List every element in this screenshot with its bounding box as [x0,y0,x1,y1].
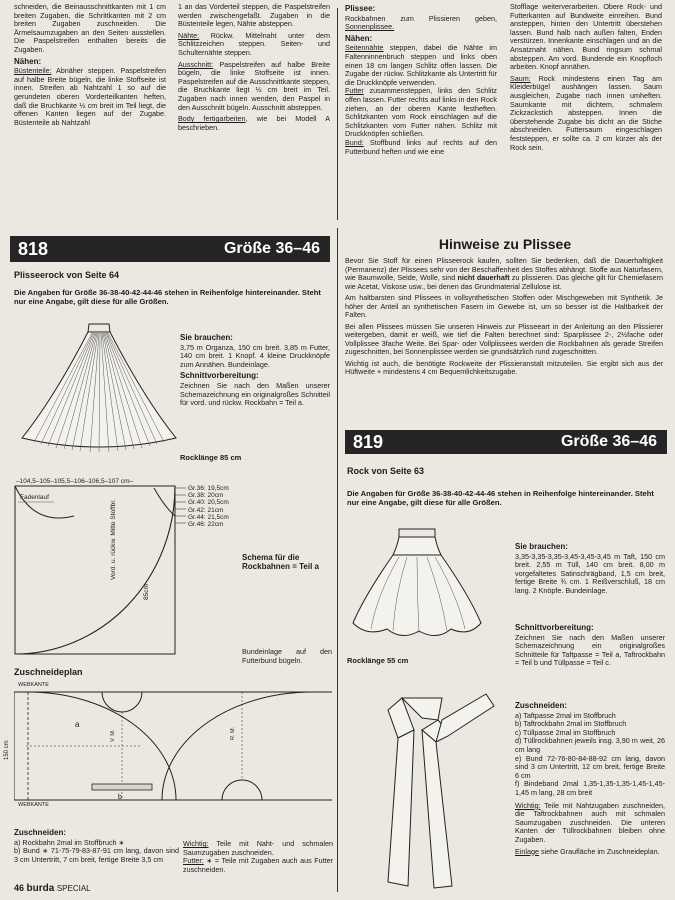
model-819-need-text: 3,35-3,35-3,35-3,45-3,45-3,45 m Taft, 150 cm breit. 2,55 m Tüll, 140 cm breit. 8,00 m vorgefaltetes Satinschrägband, 1,5 cm breit, fertige Breite ¾ cm. 1 Reißverschluß, 18 cm lang. 2 Knöpfe. Bundeinlage. [515,551,665,595]
model-818-wichtig [183,840,333,877]
model-819-title: Rock von Seite 63 [347,466,425,476]
schema-818-vertical-label: Vord. u. rückw. Mitte Stoffbr. [110,499,117,580]
col2-text: 1 an das Vorderteil steppen, die Paspelstreifen werden zwischengefaßt. Zugaben in die Büstenteile legen, Nähte absteppen. [178,2,330,29]
model-819-cut [515,700,665,859]
plan-part-a: a [75,720,80,729]
col3-heading: Nähen: [345,33,373,43]
plan-webkante-top: WEBKANTE [18,682,49,688]
hinweise-p4: Wichtig ist auch, die benötigte Rockweite der Plissieranstalt mitzuteilen. Sie ergibt sich aus der Hüftweite + mindestens 4 cm Bequemlichkeitszugabe. [345,358,663,376]
col2-naehte: Nähte: Rückw. Mittelnaht unter dem Schlitzzeichen steppen. Seiten- und Schulternähte steppen. [178,30,330,57]
model-819-number: 819 [353,431,384,452]
col2-ausschnitt: Ausschnitt: Paspelstreifen auf halbe Breite bügeln, die linke Stoffseite ist innen. Paspelstreifen auf die Ausschnittkante steppen, die Bruchkante liegt ½ cm breit im Teil. Zugaben nach innen wenden, den Paspel in den Ausschnitt bügeln. Ausschnitt absteppen. [178,59,330,112]
model-818-needs [180,332,330,411]
model-818-bundeinlage: Bundeinlage auf den Futterbund bügeln. [242,647,332,665]
model-819-size: Größe 36–46 [560,433,657,450]
size-46: Gr.46: 22cm [188,521,224,529]
plan-vm: V. M. [110,729,116,742]
model-818-need-text: 3,75 m Organza, 150 cm breit. 3,85 m Futter, 140 cm breit. 1 Knopf. 4 kleine Druckknöpfe zum Annähen. Bundeinlage. [180,342,330,369]
col3-seiten: Seitennähte steppen, dabei die Nähte im Faltenninnenbruch steppen und links oben einen 18 cm langen Schlitz offen lassen. Die Zugabe der rückw. Schlitzkante als Untertritt für die Druckknöpfe verwenden. Futter zusammensteppen, links den Schlitz offen lassen. Futter rechts auf links in den Rock ziehen, an der oberen Kante festheften. Schlitzkanten vom Rock einschlagen auf die Schlitzkanten vom Futter nähen. Schlitz mit Druckknöpfen schließen. Bund: Stoffbund links auf rechts auf den Futterbund heften und wie eine [345,43,497,156]
model-818-cut [14,827,179,864]
model-818-length: Rocklänge 85 cm [180,453,242,462]
col3-plissee: Rockbahnen zum Plissieren geben, Sonnenplissee. [345,13,497,32]
col2-body: Body fertigarbeiten, wie bei Modell A beschrieben. [178,114,330,132]
schema-818-size-list [188,485,229,528]
size-44: Gr.44: 21,5cm [188,513,229,521]
model-819-intro: Die Angaben für Größe 36-38-40-42-44-46 stehen in Reihenfolge hintereinander. Steht nur eine Angabe, gilt diese für alle Größen. [347,489,654,507]
model-819-cut-a: a) Taftpasse 2mal im Stoffbruch [515,710,616,720]
model-819-prep-heading: Schnittvorbereitung: [515,623,594,632]
col3-plissee-heading: Plissee: [345,4,376,13]
page-footer [14,883,91,894]
col4-text: Stofflage weiterverarbeiten. Obere Rock- und Futterkanten auf Bundweite einreihen. Bund ansteppen, hinten den Untertritt überstehen lassen. Bund halb nach außen falten, Enden verstürzen. Innenkante einschlagen und an die Ansatznaht nähen. Bund ringsum schmal absteppen. Am vord. Bundende ein Knopfloch arbeiten. Knopf annähen. [510,2,662,72]
model-819-wichtig: Wichtig: Teile mit Nahtzugaben zuschneiden, die Taftrockbahnen auch mit schmalen Saumzugaben zuschneiden. Die unteren Kanten der Tüllrockbahnen bleiben ohne Zugaben. [515,800,665,844]
model-819-cut-heading: Zuschneiden: [515,701,568,710]
model-818-cut-heading: Zuschneiden: [14,828,67,837]
skirt-819-illustration [347,525,487,650]
model-819-cut-d: d) Tüllrockbahnen jeweils insg. 3,90 m weit, 26 cm lang [515,736,665,754]
vertical-divider-top [337,8,338,220]
schema-818-measures: –104,5–105–105,5–106–106,5–107 cm– [16,478,134,485]
model-818-number: 818 [18,238,49,259]
model-819-length: Rocklänge 55 cm [347,656,409,665]
size-38: Gr.38: 20cm [188,492,224,500]
plan-part-b: b [118,794,122,801]
model-819-needs [515,541,665,599]
col4-saum: Saum: Rock mindestens einen Tag am Kleiderbügel aushängen lassen. Saum ausgleichen, Zugabe nach innen umheften. Saumkante mit dichtem, schmalem Zickzackstich absteppen. Innen die überstehende Zugabe bis dicht an die Stiche abschneiden. Futtersaum eingeschlagen feststeppen, er sollte ca. 2 cm kürzer als der Rock sein. [510,73,662,152]
brand-logo: burda [26,883,55,894]
model-818-cut-a: a) Rockbahn 2mal im Stoffbruch ∗ [14,837,125,847]
model-819-prep-text: Zeichnen Sie nach den Maßen unserer Schemazeichnung ein originalgroßes Schnitteile für Taftpasse = Teil a, Taftrockbahn = Teil b und Tüllpasse = Teil c. [515,632,665,668]
model-818-cut-b: b) Bund ∗ 71-75-79-83-87-91 cm lang, davon sind 3 cm Untertritt, 7 cm breit, fertige Breite 3,5 cm [14,846,179,864]
model-818-prep-text: Zeichnen Sie nach den Maßen unserer Schemazeichnung ein originalgroßes Schnitteil für vord. und rückw. Rockbahn = Teil a. [180,380,330,408]
model-819-need-heading: Sie brauchen: [515,542,568,551]
skirt-818-illustration [14,318,184,458]
model-819-header [345,430,667,454]
size-42: Gr.42: 21cm [188,506,224,514]
model-819-einlage: Einlage siehe Graufläche im Zuschneideplan. [515,846,660,856]
hinweise-title: Hinweise zu Plissee [438,236,572,252]
col1-intro: schneiden, die Beinausschnittkanten mit 1 cm breiten Zugaben, die Schrittkanten mit 2 cm breiten Zugaben zuschneiden. Die Ärmelsaumzugaben an den Seiten ausstellen. Die Paspelstreifen enthalten bereits die Zugaben. [14,2,166,54]
top-column-1 [14,3,166,130]
model-819-cut-e: e) Bund 72-76-80-84-88-92 cm lang, davon sind 3 cm Untertritt, 12 cm breit, fertige Breite 6 cm [515,753,665,780]
hinweise-p3: Bei allen Plissees müssen Sie unseren Hinweis zur Plisseeart in der Anleitung an den Plissierer weitergeben, damit er weiß, wie tief die Falten berechnet sind: Sparplissee 2-, 2½fache oder Vollplissee 3fache Weite. Bei Spar- oder Vollplissees werden die Rockbahnen als gerade Streifen zugeschnitten, bei Sonnenplissee werden sie grundsätzlich rund zugeschnitten. [345,321,663,356]
bow-819-illustration [368,690,498,890]
hinweise-body [345,257,663,380]
model-818-prep-heading: Schnittvorbereitung: [180,371,259,381]
plan-width: 150 cm [4,740,10,760]
model-818-size: Größe 36–46 [223,240,320,257]
model-818-title: Plisseerock von Seite 64 [14,270,120,280]
top-column-4 [510,3,662,155]
plan-rm: R. M. [230,726,236,740]
col1-sew: Büstenteile: Abnäher steppen. Paspelstreifen auf halbe Breite bügeln, die linke Stoffseite ist innen. Streifen ab Nahtzahl 1 so auf die gerundeten oberen Vorderteilkanten heften, daß die Bruchkante ½ cm breit im Teil liegt, die offenen Kanten liegen auf der Zugabe. Büstenteile ab Nahtzahl [14,66,166,127]
model-818-wichtig-text: Wichtig: Teile mit Naht- und schmalen Saumzugaben zuschneiden. Futter: ∗ = Teile mit Zugaben auch aus Futter zuschneiden. [183,839,333,874]
col1-heading: Nähen: [14,56,42,66]
model-818-header [10,236,330,262]
model-819-cut-c: c) Tüllpasse 2mal im Stoffbruch [515,727,616,737]
model-818-plan-title: Zuschneideplan [14,667,83,677]
vertical-divider-main [337,228,338,892]
cutting-plan-818 [14,682,332,810]
size-40: Gr.40: 20,5cm [188,499,229,507]
schema-818-label: Schema für die Rockbahnen = Teil a [242,553,319,572]
hinweise-p1: Bevor Sie Stoff für einen Plisseerock kaufen, sollten Sie bedenken, daß die Dauerhaftigkeit (Permanenz) der Plissees sehr von der Beschaffenheit des Stoffes abhängt. Stoffe aus Naturfasern, wie Baumwolle, Seide, Wolle, sind nicht dauerhaft zu plissieren. Das gleiche gilt für Chemiefasern wie Acetat, Viskose usw., bei denen das Grundmaterial Zellulose ist. [345,256,663,291]
top-column-3 [345,3,497,159]
model-818-need-heading: Sie brauchen: [180,333,233,342]
plan-webkante-bottom: WEBKANTE [18,802,49,808]
model-818-intro: Die Angaben für Größe 36-38-40-42-44-46 stehen in Reihenfolge hintereinander. Steht nur eine Angabe, gilt diese für alle Größen. [14,288,321,306]
schema-818-height: 85cm [143,584,150,600]
size-36: Gr.36: 19,5cm [188,485,229,492]
brand-special: SPECIAL [56,884,91,893]
page-number: 46 [14,883,25,893]
top-column-2 [178,3,330,135]
hinweise-p2: Am haltbarsten sind Plissees in vollsynthetischen Stoffen oder Mischgeweben mit Synthetik. Je höher der Anteil an synthetischen Fasern im Gewebe ist, um so besser ist die Haltbarkeit der Falten. [345,293,663,319]
model-819-cut-f: f) Bindeband 2mal 1,35-1,35-1,35-1,45-1,45-1,45 m lang, 28 cm breit [515,779,665,797]
schema-818-fadenlauf: Fadenlauf [20,494,49,501]
model-819-prep [515,622,665,671]
model-819-cut-b: b) Taftrockbahn 2mal im Stoffbruch [515,719,627,729]
